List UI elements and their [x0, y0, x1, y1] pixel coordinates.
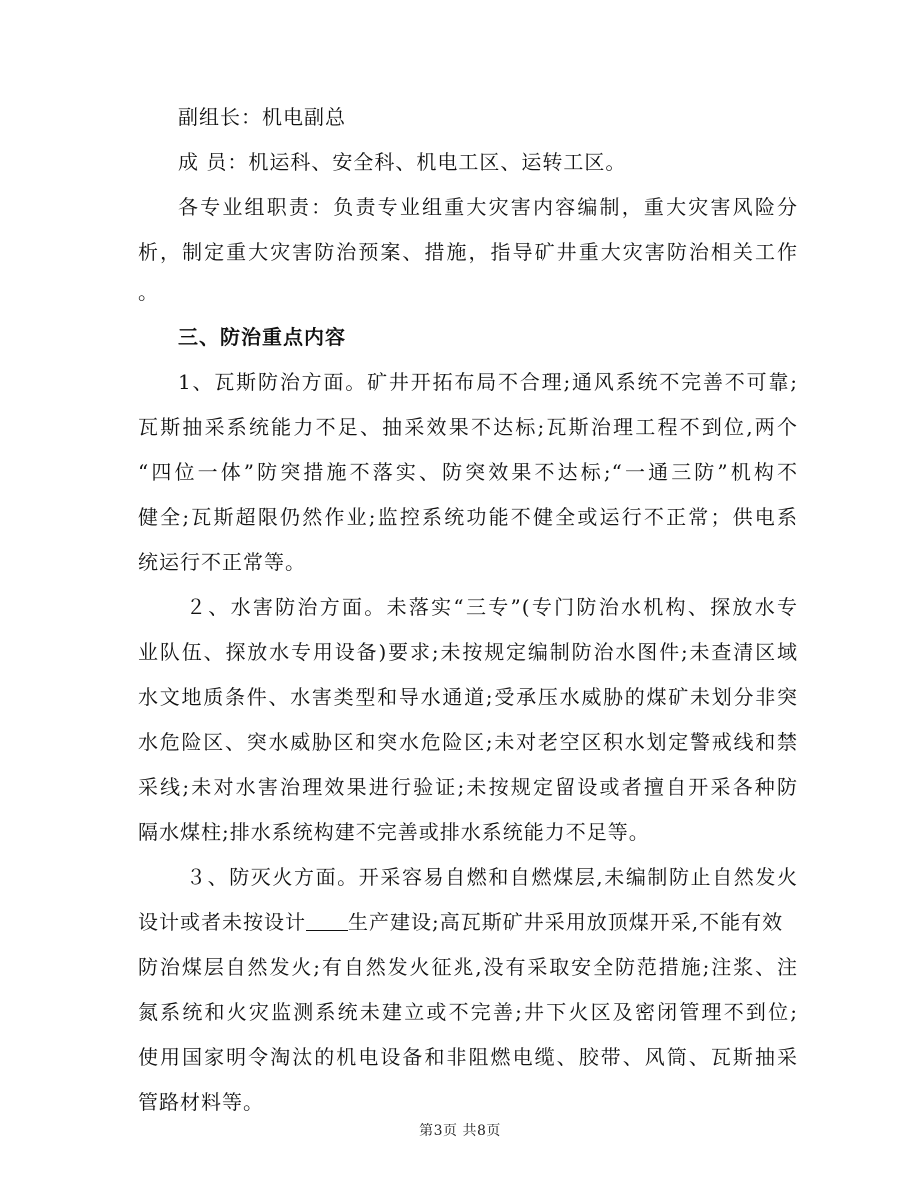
text-after-blank: 生产建设;高瓦斯矿井采用放顶煤开采,不能有效 [348, 910, 784, 934]
paragraph-line: ３、防灭火方面。开采容易自燃和自燃煤层,未编制防止自然发火 [186, 865, 798, 889]
paragraph-line: 瓦斯抽采系统能力不足、抽采效果不达标;瓦斯治理工程不到位,两个 [138, 415, 798, 439]
paragraph-line-with-blank [138, 905, 798, 939]
page-number-footer: 第3页 共8页 [419, 1123, 501, 1139]
paragraph-line: 水文地质条件、水害类型和导水通道;受承压水威胁的煤矿未划分非突 [138, 685, 798, 709]
paragraph-line: 统运行不正常等。 [138, 550, 306, 574]
paragraph-line: 管路材料等。 [138, 1090, 264, 1114]
paragraph-line: 氮系统和火灾监测系统未建立或不完善;井下火区及密闭管理不到位; [138, 1000, 798, 1024]
paragraph-line: 采线;未对水害治理效果进行验证;未按规定留设或者擅自开采各种防 [138, 775, 798, 799]
paragraph-line: 业队伍、探放水专用设备)要求;未按规定编制防治水图件;未查清区域 [138, 640, 798, 664]
paragraph-line: 健全;瓦斯超限仍然作业;监控系统功能不健全或运行不正常；供电系 [138, 505, 798, 529]
paragraph-line: “四位一体”防突措施不落实、防突效果不达标;“一通三防”机构不 [138, 460, 798, 484]
paragraph-line: 使用国家明令淘汰的机电设备和非阻燃电缆、胶带、风筒、瓦斯抽采 [138, 1045, 798, 1069]
vice-leader-line: 副组长：机电副总 [178, 105, 346, 129]
section-heading: 三、防治重点内容 [178, 325, 346, 349]
paragraph-line: 防治煤层自然发火;有自然发火征兆,没有采取安全防范措施;注浆、注 [138, 955, 798, 979]
paragraph-line: 水危险区、突水威胁区和突水危险区;未对老空区积水划定警戒线和禁 [138, 730, 798, 754]
paragraph-line: 1、瓦斯防治方面。矿井开拓布局不合理;通风系统不完善不可靠; [178, 370, 798, 394]
paragraph-line: 析，制定重大灾害防治预案、措施，指导矿井重大灾害防治相关工作 [138, 240, 798, 264]
fill-in-blank [306, 910, 348, 931]
paragraph-line: ２、水害防治方面。未落实“三专”(专门防治水机构、探放水专 [186, 595, 798, 619]
text-before-blank: 设计或者未按设计 [138, 910, 306, 934]
members-line: 成 员：机运科、安全科、机电工区、运转工区。 [178, 150, 627, 174]
paragraph-line: 隔水煤柱;排水系统构建不完善或排水系统能力不足等。 [138, 820, 650, 844]
paragraph-line: 。 [138, 280, 159, 304]
paragraph-line: 各专业组职责：负责专业组重大灾害内容编制，重大灾害风险分 [178, 195, 798, 219]
